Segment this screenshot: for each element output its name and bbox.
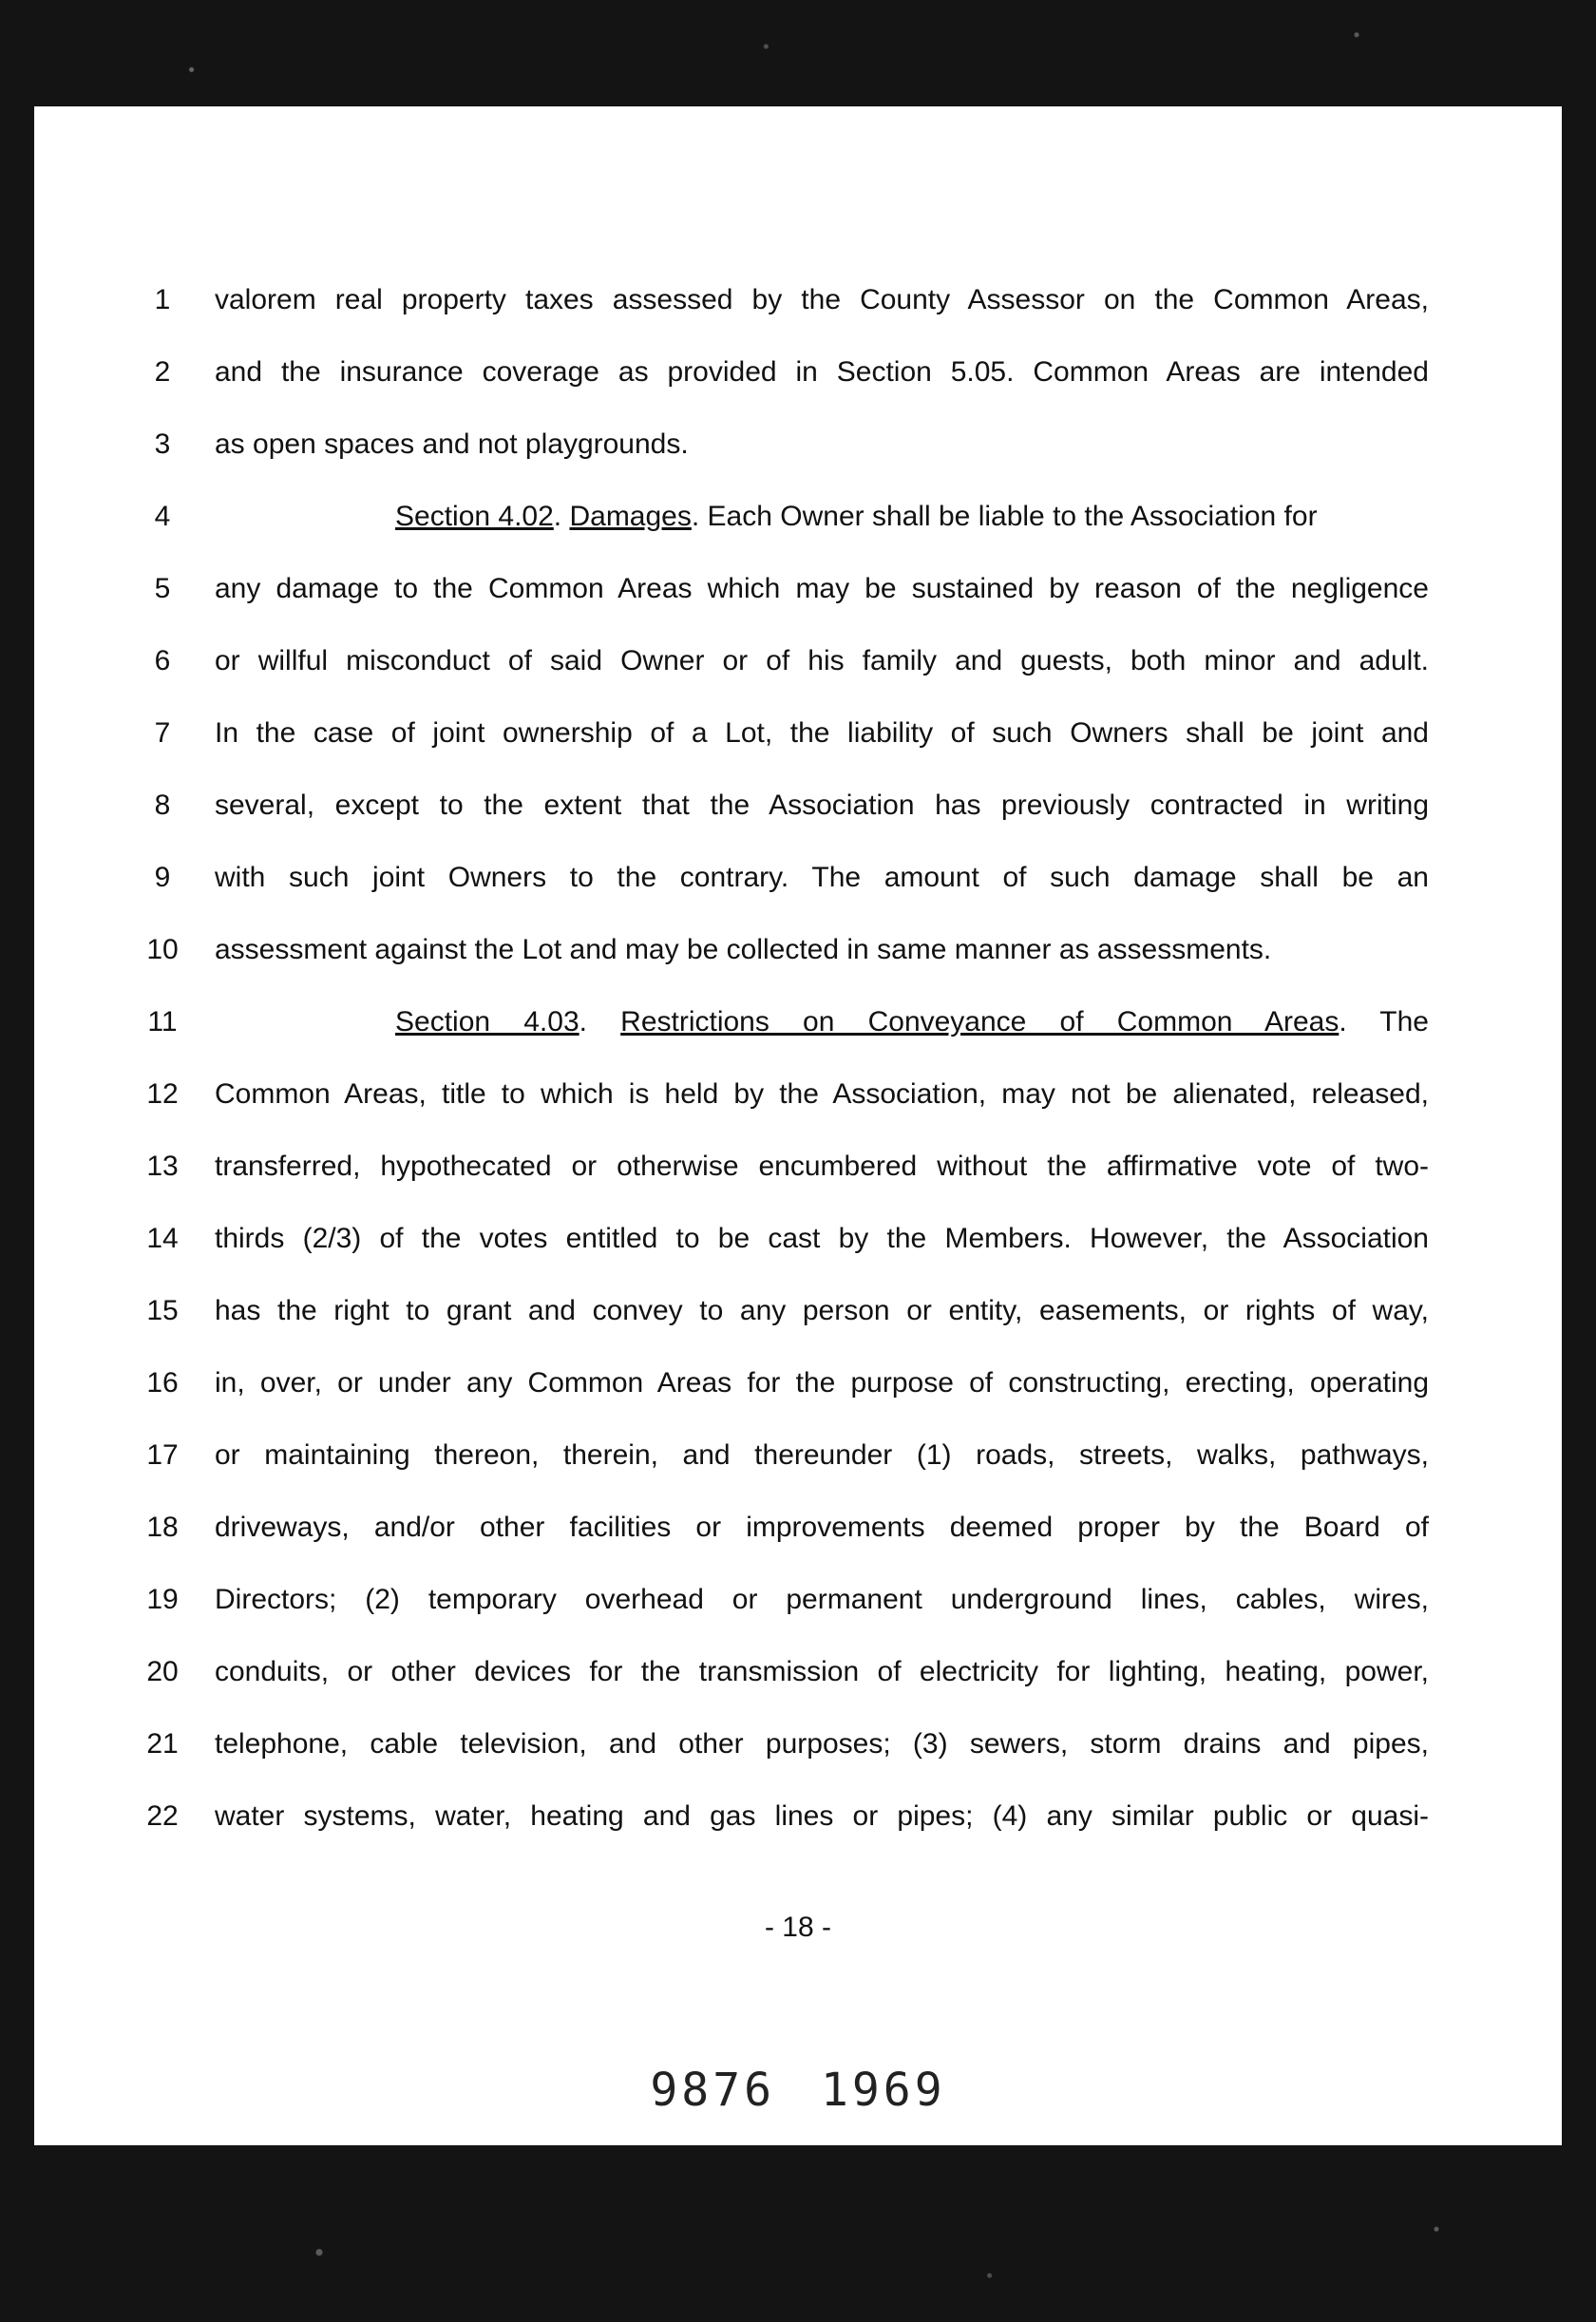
line-number: 14 bbox=[146, 1223, 179, 1254]
stamp-page-number: 1969 bbox=[821, 2064, 946, 2117]
line-number: 17 bbox=[146, 1439, 179, 1471]
line-number: 13 bbox=[146, 1151, 179, 1182]
section-separator: . bbox=[579, 1006, 621, 1037]
section-heading bbox=[215, 1005, 1429, 1039]
line-text: conduits, or other devices for the transmission of electricity for lighting, heating, power, bbox=[215, 1656, 1429, 1687]
line-number: 5 bbox=[154, 573, 171, 604]
line-text: . The bbox=[1339, 1006, 1429, 1037]
section-separator: . bbox=[553, 501, 570, 532]
line-number: 12 bbox=[146, 1078, 179, 1110]
line-text: water systems, water, heating and gas lines or pipes; (4) any similar public or quasi- bbox=[215, 1800, 1429, 1832]
line-text: thirds (2/3) of the votes entitled to be cast by the Members. However, the Association bbox=[215, 1223, 1429, 1254]
line-number: 4 bbox=[154, 501, 171, 532]
document-page bbox=[34, 106, 1562, 2145]
section-heading bbox=[215, 500, 1429, 534]
line-number: 20 bbox=[146, 1656, 179, 1687]
line-number: 8 bbox=[154, 790, 171, 821]
line-text: transferred, hypothecated or otherwise encumbered without the affirmative vote of two- bbox=[215, 1151, 1429, 1182]
line-text: telephone, cable television, and other purposes; (3) sewers, storm drains and pipes, bbox=[215, 1728, 1429, 1760]
line-number: 11 bbox=[147, 1006, 178, 1037]
line-text: has the right to grant and convey to any person or entity, easements, or rights of way, bbox=[215, 1295, 1429, 1326]
stamp-book-number: 9876 bbox=[650, 2064, 775, 2117]
line-number: 6 bbox=[154, 645, 171, 676]
page-number: - 18 - bbox=[764, 1912, 832, 1943]
line-number: 18 bbox=[146, 1512, 179, 1543]
line-number: 16 bbox=[146, 1367, 179, 1399]
line-number: 15 bbox=[146, 1295, 179, 1326]
line-number: 1 bbox=[154, 284, 171, 315]
section-title: Damages bbox=[569, 501, 692, 532]
line-text: or willful misconduct of said Owner or of his family and guests, both minor and adult. bbox=[215, 645, 1429, 676]
line-text: as open spaces and not playgrounds. bbox=[215, 428, 689, 460]
line-text: In the case of joint ownership of a Lot, the liability of such Owners shall be joint and bbox=[215, 717, 1429, 749]
line-number: 7 bbox=[154, 717, 171, 749]
line-text: valorem real property taxes assessed by the County Assessor on the Common Areas, bbox=[215, 284, 1429, 315]
recording-stamp bbox=[34, 2064, 1562, 2117]
line-number: 21 bbox=[146, 1728, 179, 1760]
line-number: 9 bbox=[154, 862, 171, 893]
line-number: 19 bbox=[146, 1584, 179, 1615]
section-number: Section 4.03 bbox=[395, 1006, 580, 1037]
line-text: or maintaining thereon, therein, and thereunder (1) roads, streets, walks, pathways, bbox=[215, 1439, 1429, 1471]
line-number: 10 bbox=[146, 934, 179, 965]
line-text: any damage to the Common Areas which may be sustained by reason of the negligence bbox=[215, 573, 1429, 604]
line-text: assessment against the Lot and may be collected in same manner as assessments. bbox=[215, 934, 1272, 965]
line-text: and the insurance coverage as provided in Section 5.05. Common Areas are intended bbox=[215, 356, 1429, 388]
section-title: Restrictions on Conveyance of Common Areas bbox=[620, 1006, 1340, 1037]
line-number: 2 bbox=[154, 356, 171, 388]
line-text: . Each Owner shall be liable to the Association for bbox=[691, 501, 1318, 532]
line-text: driveways, and/or other facilities or improvements deemed proper by the Board of bbox=[215, 1512, 1429, 1543]
line-text: Directors; (2) temporary overhead or permanent underground lines, cables, wires, bbox=[215, 1584, 1429, 1615]
line-text: with such joint Owners to the contrary. The amount of such damage shall be an bbox=[215, 862, 1429, 893]
line-text: Common Areas, title to which is held by the Association, may not be alienated, released, bbox=[215, 1078, 1429, 1110]
line-text: several, except to the extent that the Association has previously contracted in writing bbox=[215, 790, 1429, 821]
line-number: 3 bbox=[154, 428, 171, 460]
line-text: in, over, or under any Common Areas for the purpose of constructing, erecting, operating bbox=[215, 1367, 1429, 1399]
section-number: Section 4.02 bbox=[395, 501, 554, 532]
line-number: 22 bbox=[146, 1800, 179, 1832]
